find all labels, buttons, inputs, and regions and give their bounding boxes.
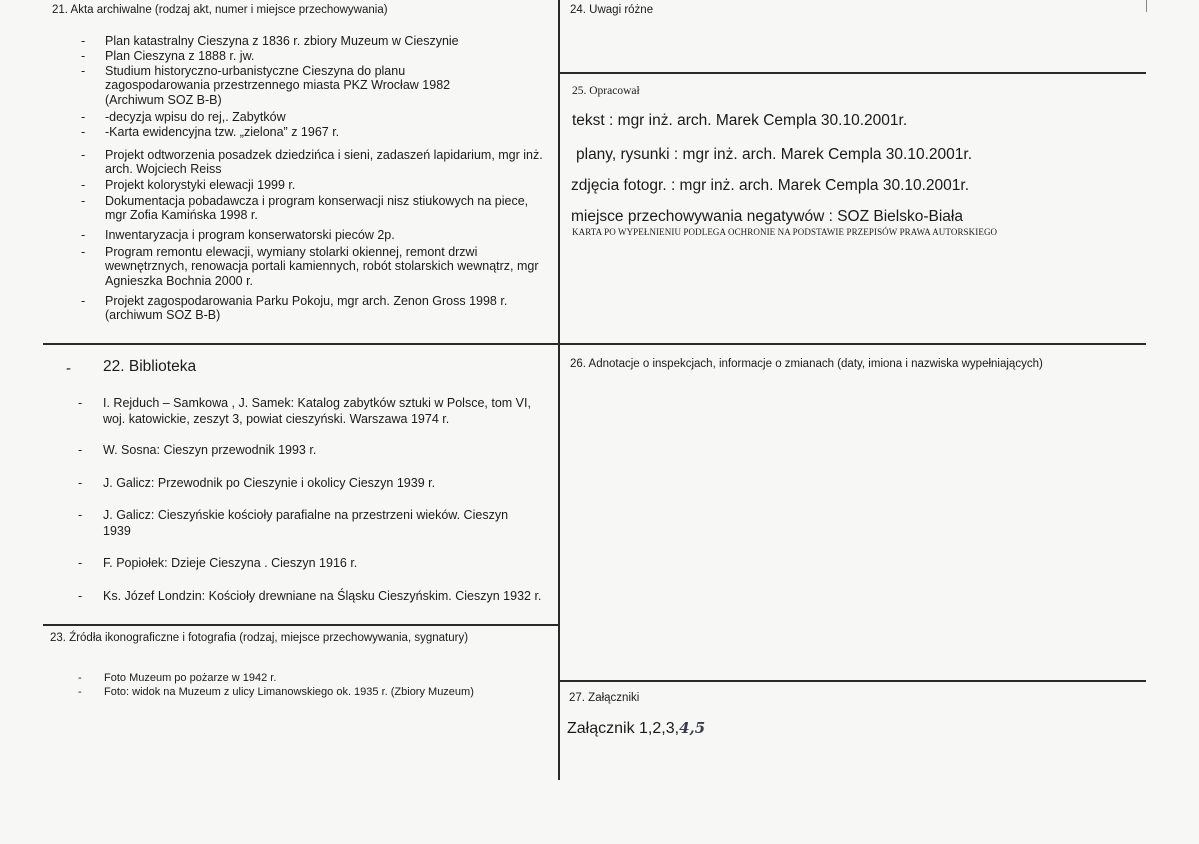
section-22-title: 22. Biblioteka	[103, 358, 197, 375]
author-drawings-line: plany, rysunki : mgr inż. arch. Marek Cempla 30.10.2001r.	[576, 146, 972, 163]
section-21-title: 21. Akta archiwalne (rodzaj akt, numer i miejsce przechowywania)	[52, 4, 388, 16]
section-22-dash: -	[66, 360, 71, 377]
copyright-notice: KARTA PO WYPEŁNIENIU PODLEGA OCHRONIE NA PODSTAWIE PRZEPISÓW PRAWA AUTORSKIEGO	[572, 227, 998, 237]
attachments-typed: Załącznik 1,2,3,	[567, 720, 680, 737]
section-24-title: 24. Uwagi różne	[570, 4, 654, 16]
divider-26-27	[559, 680, 1146, 682]
iconography-item: - Foto Muzeum po pożarze w 1942 r.	[78, 672, 277, 684]
archive-item: - Inwentaryzacja i program konserwatorski pieców 2p.	[81, 228, 395, 242]
attachments-value	[567, 719, 705, 738]
section-25-title: 25. Opracował	[572, 85, 640, 97]
attachments-handwritten: 4,5	[679, 719, 706, 737]
iconography-item: - Foto: widok na Muzeum z ulicy Limanowskiego ok. 1935 r. (Zbiory Muzeum)	[78, 686, 474, 698]
archive-item: - Projekt zagospodarowania Parku Pokoju, mgr arch. Zenon Gross 1998 r. (archiwum SOZ B-B)	[81, 294, 508, 323]
bibliography-item: - Ks. Józef Londzin: Kościoły drewniane na Śląsku Cieszyńskim. Cieszyn 1932 r.	[78, 589, 542, 603]
vertical-divider	[558, 0, 560, 780]
divider-21-22	[43, 343, 1146, 345]
right-border	[1146, 0, 1147, 12]
divider-22-23	[43, 624, 560, 626]
divider-24-25	[559, 72, 1146, 74]
author-photos-line: zdjęcia fotogr. : mgr inż. arch. Marek Cempla 30.10.2001r.	[571, 177, 970, 194]
section-26-title: 26. Adnotacje o inspekcjach, informacje o zmianach (daty, imiona i nazwiska wypełniających)	[570, 358, 1043, 370]
section-27-title: 27. Załączniki	[569, 692, 640, 704]
negatives-storage-line: miejsce przechowywania negatywów : SOZ Bielsko-Biała	[571, 208, 963, 225]
archive-item: - Projekt kolorystyki elewacji 1999 r.	[81, 178, 296, 192]
bibliography-item: - I. Rejduch – Samkowa , J. Samek: Katalog zabytków sztuki w Polsce, tom VI, woj. katowickie, zeszyt 3, powiat cieszyński. Warszawa 1974 r.	[78, 396, 531, 426]
bibliography-item: - W. Sosna: Cieszyn przewodnik 1993 r.	[78, 443, 317, 457]
section-23-title: 23. Źródła ikonograficzne i fotografia (rodzaj, miejsce przechowywania, sygnatury)	[50, 632, 469, 644]
author-text-line: tekst : mgr inż. arch. Marek Cempla 30.10.2001r.	[572, 112, 908, 129]
archive-item: - Dokumentacja pobadawcza i program konserwacji nisz stiukowych na piece, mgr Zofia Kamińska 1998 r.	[81, 194, 529, 223]
archive-item: - -decyzja wpisu do rej,. Zabytków	[81, 110, 286, 124]
bibliography-item: - J. Galicz: Cieszyńskie kościoły parafialne na przestrzeni wieków. Cieszyn 1939	[78, 508, 509, 538]
archive-item: - Projekt odtworzenia posadzek dziedzińca i sieni, zadaszeń lapidarium, mgr inż. arch. Wojciech Reiss	[81, 148, 543, 177]
archive-item: - Plan Cieszyna z 1888 r. jw.	[81, 49, 255, 63]
archive-item: - Studium historyczno-urbanistyczne Cieszyna do planu zagospodarowania przestrzennego miasta PKZ Wrocław 1982 (Archiwum SOZ B-B)	[81, 64, 451, 107]
archive-item: - Plan katastralny Cieszyna z 1836 r. zbiory Muzeum w Cieszynie	[81, 34, 459, 48]
bibliography-item: - J. Galicz: Przewodnik po Cieszynie i okolicy Cieszyn 1939 r.	[78, 476, 436, 490]
bibliography-item: - F. Popiołek: Dzieje Cieszyna . Cieszyn 1916 r.	[78, 556, 358, 570]
archive-item: - Program remontu elewacji, wymiany stolarki okiennej, remont drzwi wewnętrznych, renowacja portali kamiennych, robót stolarskich wewnątrz, mgr Agnieszka Bochnia 2000 r.	[81, 245, 539, 288]
archive-item: - -Karta ewidencyjna tzw. „zielona” z 1967 r.	[81, 125, 340, 139]
